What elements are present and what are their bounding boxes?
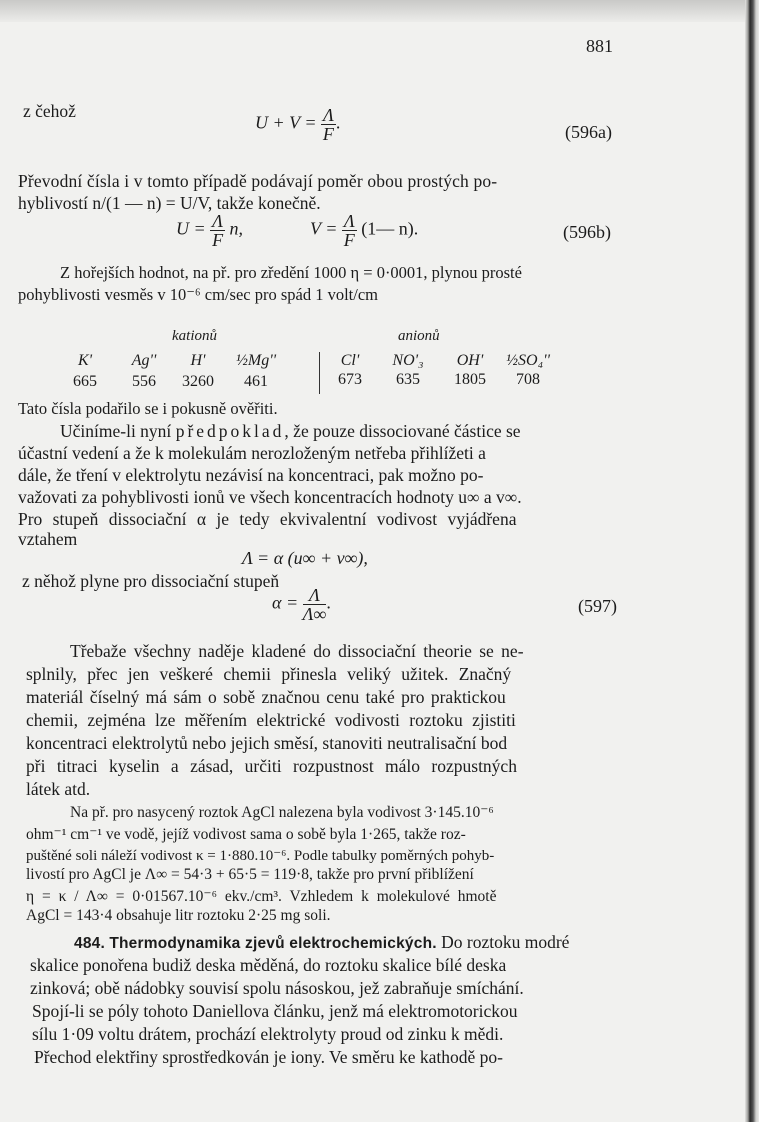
page-binding-edge: [745, 0, 759, 1122]
cation-value: 556: [132, 373, 156, 390]
anion-header: anionů: [398, 328, 440, 344]
fraction: [342, 212, 357, 249]
equation-596b: [176, 212, 418, 249]
text-line: látek atd.: [26, 779, 91, 799]
fraction: [210, 212, 225, 249]
anion-symbol: NO'₃: [392, 352, 424, 369]
fraction-denominator: F: [212, 230, 224, 250]
text-line: η = κ / Λ∞ = 0·01567.10⁻⁶ ekv./cm³. Vzhledem k molekulové hmotě: [26, 888, 497, 905]
text-line: Přechod elektřiny sprostředkován je iony. Ve směru ke kathodě po-: [34, 1047, 503, 1067]
text-line: při titraci kyselin a zásad, určiti rozpustnost málo rozpustných: [26, 756, 517, 776]
equation-lhs: U =: [176, 218, 206, 239]
cation-symbol: K': [77, 352, 93, 369]
text-line: chemii, zejména lze měřením elektrické vodivosti roztoku zjistiti: [26, 710, 516, 730]
fraction-denominator: F: [343, 230, 355, 250]
cation-symbol: Ag'': [131, 352, 157, 369]
fraction-denominator: Λ∞: [302, 604, 327, 624]
text-span: Do roztoku modré: [436, 932, 570, 952]
text-line: vztahem: [18, 529, 78, 549]
fraction: [303, 586, 327, 623]
text-line: z čehož: [23, 101, 76, 121]
text-line: [60, 420, 521, 442]
cation-value: 665: [73, 373, 97, 390]
cation-value: 461: [244, 373, 268, 390]
section-title: Thermodynamika zjevů elektrochemických.: [109, 935, 437, 952]
equation-tail: (1— n).: [361, 218, 419, 239]
cation-symbol: H': [190, 352, 206, 369]
equation-number: (596b): [563, 222, 611, 242]
anion-value: 1805: [454, 371, 486, 388]
text-line: AgCl = 143·4 obsahuje litr roztoku 2·25 mg soli.: [26, 907, 331, 924]
text-line: Spojí-li se póly tohoto Daniellova článku, jenž má elektromotorickou: [32, 1001, 518, 1021]
text-line: z něhož plyne pro dissociační stupeň: [22, 571, 280, 591]
text-line: splnily, přec jen veškeré chemii přinesla veliký užitek. Značný: [26, 664, 512, 684]
equation-lhs: V =: [310, 218, 338, 239]
equation-lhs: U + V =: [255, 112, 317, 133]
page-number: 881: [586, 36, 613, 56]
anion-symbol: OH': [456, 352, 484, 369]
equation-tail: .: [326, 592, 331, 613]
equation-596a: [255, 106, 340, 143]
anion-value: 708: [516, 371, 540, 388]
text-line: koncentraci elektrolytů nebo jejich směsí, stanoviti neutralisační bod: [26, 733, 508, 753]
cation-value: 3260: [182, 373, 214, 390]
section-heading-line: [74, 931, 569, 955]
cation-symbol: ½Mg'': [235, 352, 277, 369]
equation-tail: n,: [229, 218, 244, 239]
text-line: Z hořejších hodnot, na př. pro zředění 1000 η = 0·0001, plynou prosté: [60, 263, 522, 282]
anion-symbol: Cl': [340, 352, 360, 369]
text-line: ohm⁻¹ cm⁻¹ ve vodě, jejíž vodivost sama o sobě byla 1·265, takže roz-: [26, 826, 466, 843]
fraction: [321, 106, 336, 143]
equation-number: (597): [578, 596, 617, 616]
text-line: zinková; obě nádobky souvisí spolu násoskou, jež zabraňuje smíchání.: [30, 978, 524, 998]
anion-value: 635: [396, 371, 420, 388]
text-line: materiál číselný má sám o sobě značnou cenu také pro praktickou: [26, 687, 506, 707]
text-line: Tato čísla podařilo se i pokusně ověřiti.: [18, 399, 278, 418]
equation-lhs: α =: [272, 592, 299, 613]
text-line: livostí pro AgCl je Λ∞ = 54·3 + 65·5 = 119·8, takže pro první přiblížení: [26, 866, 474, 883]
fraction-numerator: Λ: [322, 105, 334, 125]
equation-number: (596a): [565, 122, 612, 142]
text-line: Třebaže všechny naděje kladené do dissociační theorie se ne-: [70, 641, 524, 661]
text-line: Převodní čísla i v tomto případě podávají poměr obou prostých po-: [18, 171, 498, 191]
text-line: Pro stupeň dissociační α je tedy ekvivalentní vodivost vyjádřena: [18, 509, 517, 529]
text-line: účastní vedení a že k molekulám nerozloženým netřeba přihlížeti a: [18, 443, 486, 463]
equation-597: [272, 586, 331, 623]
text-span: , že pouze dissociované částice se: [284, 421, 521, 441]
emphasized-term: předpoklad: [175, 421, 285, 441]
fraction-numerator: Λ: [343, 211, 355, 231]
text-line: važovati za pohyblivosti ionů ve všech koncentracích hodnoty u∞ a v∞.: [18, 487, 522, 507]
fraction-denominator: F: [322, 124, 334, 144]
section-number: 484.: [74, 935, 105, 952]
anion-symbol: ½SO₄'': [506, 352, 550, 369]
equation-tail: .: [335, 112, 341, 133]
anion-value: 673: [338, 371, 362, 388]
text-line: skalice ponořena budiž deska měděná, do roztoku skalice bílé deska: [30, 955, 507, 975]
text-span: Učiníme-li nyní: [60, 421, 176, 441]
fraction-numerator: Λ: [303, 586, 327, 605]
text-line: sílu 1·09 voltu drátem, prochází elektrolyty proud od zinku k mědi.: [32, 1024, 504, 1044]
cation-header: kationů: [172, 328, 217, 344]
equation-lambda: Λ = α (u∞ + v∞),: [242, 548, 368, 568]
text-line: puštěné soli náleží vodivost κ = 1·880.10⁻⁶. Podle tabulky poměrných pohyb-: [26, 848, 495, 864]
text-line: hyblivostí n/(1 — n) = U/V, takže konečně.: [18, 193, 321, 213]
text-line: Na př. pro nasycený roztok AgCl nalezena byla vodivost 3·145.10⁻⁶: [70, 804, 494, 821]
fraction-numerator: Λ: [212, 211, 224, 231]
text-line: pohyblivosti vesměs v 10⁻⁶ cm/sec pro spád 1 volt/cm: [18, 285, 379, 304]
text-line: dále, že tření v elektrolytu nezávisí na koncentraci, pak možno po-: [18, 465, 484, 485]
